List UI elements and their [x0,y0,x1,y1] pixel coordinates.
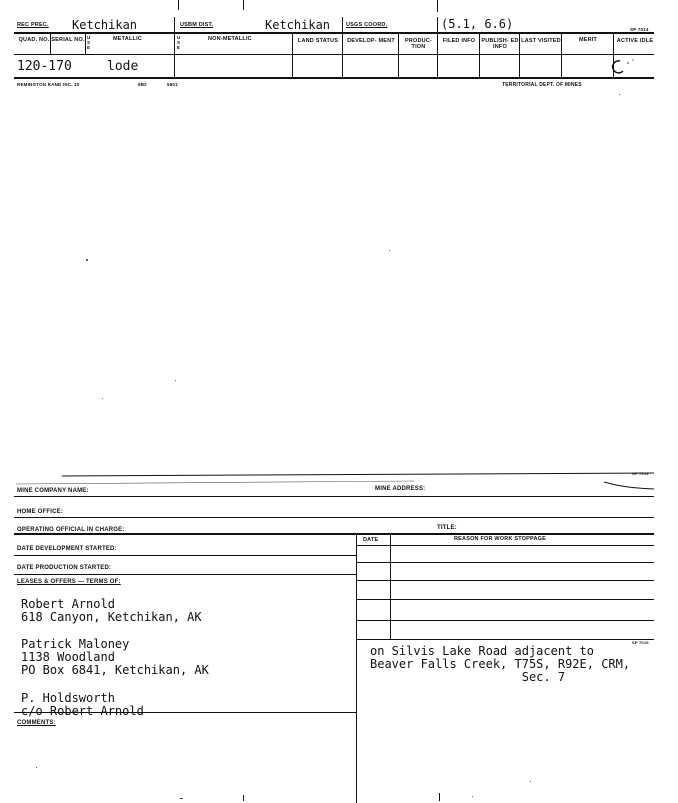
metallic-value: lode [107,59,139,74]
column-header-rule [14,54,654,55]
header-rule [14,32,654,34]
speckle [180,798,183,799]
form-number-top: SP 7013 [632,471,649,476]
col-merit: MERIT [578,37,598,43]
tick-line [437,0,438,12]
usbm-dist-value: Ketchikan [265,18,331,32]
speckle [530,781,531,782]
rec-prec-label: REC PREC. [17,22,49,28]
home-office-label: HOME OFFICE: [17,509,64,515]
speckle [175,380,176,381]
form-number: SP 7014 [630,27,649,32]
footer-printer: REMINGTON RAND INC. 20 [17,82,80,87]
operating-official-label: OPERATING OFFICIAL IN CHARGE: [17,527,125,533]
center-divider [356,534,357,803]
col-serial-no: SERIAL NO. [51,37,85,43]
speckle [86,259,88,261]
card-edge [14,470,659,496]
speckle [472,796,473,797]
active-idle-mark-icon [606,57,636,79]
col-development: DEVELOP- MENT [347,38,395,44]
date-development-label: DATE DEVELOPMENT STARTED: [17,546,117,552]
footer-code-2: 5601 [167,82,178,87]
lease-entry: Patrick Maloney 1138 Woodland PO Box 6841, Ketchikan, AK [21,637,209,677]
usgs-coord-value: (5.1, 6.6) [441,17,514,31]
col-use-metallic: U S E [87,35,91,50]
rec-prec-value: Ketchikan [72,18,138,32]
col-use-nonmetallic: U S E [177,35,181,50]
tick-line [243,0,244,10]
col-last-visited: LAST VISITED [521,38,561,44]
col-filed-info: FILED INFO [442,38,476,44]
leases-label: LEASES & OFFERS — TERMS OF: [17,579,121,585]
tick-line [178,0,179,10]
footer-code-1: 6B2 [138,82,147,87]
form-number-mid: SP 7015 [632,640,649,645]
col-land-status: LAND STATUS [297,38,339,44]
date-production-label: DATE PRODUCTION STARTED: [17,565,112,571]
location-text: on Silvis Lake Road adjacent to Beaver Falls Creek, T75S, R92E, CRM, Sec. 7 [370,644,631,684]
mine-company-name-label: MINE COMPANY NAME: [17,488,89,494]
speckle [389,250,390,251]
date-col-label: DATE [363,537,379,543]
col-published-info: PUBLISH- ED INFO [481,38,519,50]
col-non-metallic: NON-METALLIC [208,36,252,42]
lease-entry: Robert Arnold 618 Canyon, Ketchikan, AK [21,597,202,624]
col-active-idle: ACTIVE IDLE [616,38,654,44]
usgs-coord-label: USGS COORD. [346,22,388,28]
col-metallic: METALLIC [113,36,142,42]
comments-label: COMMENTS: [17,720,56,726]
usbm-dist-label: USBM DIST. [180,22,214,28]
col-quad-no: QUAD. NO. [18,37,50,43]
reason-col-label: REASON FOR WORK STOPPAGE [454,536,546,542]
lease-entry: P. Holdsworth c/o Robert Arnold [21,691,144,718]
col-production: PRODUC- TION [404,38,433,50]
speckle [619,94,620,95]
speckle [36,767,37,768]
mine-address-label: MINE ADDRESS: [375,486,426,492]
footer-dept: TERRITORIAL DEPT. OF MINES [502,82,582,88]
speckle [102,398,103,399]
title-label: TITLE: [437,525,457,531]
quad-serial-value: 120-170 [17,59,72,74]
bottom-rule [14,77,654,79]
